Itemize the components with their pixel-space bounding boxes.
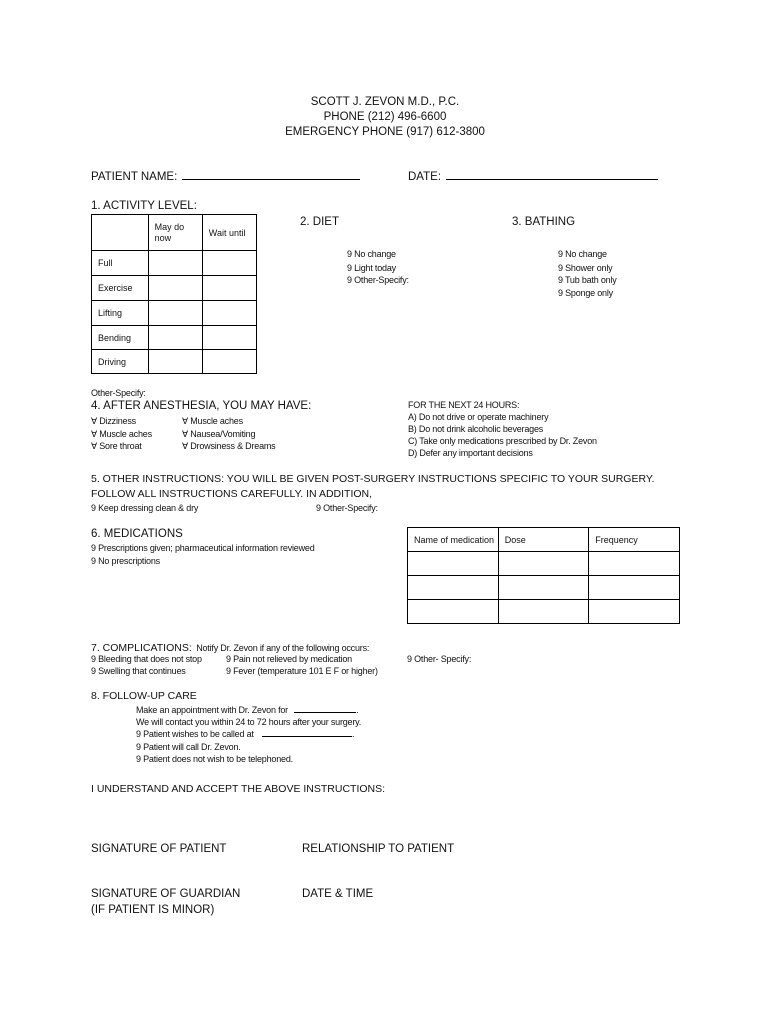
med-cell[interactable] [589, 600, 680, 624]
signature-guardian-label: SIGNATURE OF GUARDIAN [91, 888, 241, 900]
complications-intro: Notify Dr. Zevon if any of the following occurs: [196, 643, 370, 653]
bathing-title: 3. BATHING [512, 216, 576, 228]
diet-other[interactable]: 9 Other-Specify: [347, 275, 409, 285]
date-line[interactable] [446, 179, 658, 180]
followup-call-at[interactable]: 9 Patient wishes to be called at . [136, 729, 355, 739]
med-col-dose: Dose [498, 528, 589, 552]
medications-table [407, 527, 680, 624]
activity-row-exercise: Exercise [92, 276, 149, 301]
med-cell[interactable] [498, 600, 589, 624]
med-cell[interactable] [498, 552, 589, 576]
date-time-label: DATE & TIME [302, 888, 374, 900]
patient-name-line[interactable] [182, 179, 360, 180]
med-cell[interactable] [498, 576, 589, 600]
activity-row-bending: Bending [92, 326, 149, 350]
no-prescriptions-option[interactable]: 9 No prescriptions [91, 556, 160, 566]
complication-option[interactable]: 9 Bleeding that does not stop [91, 654, 202, 664]
activity-cell[interactable] [202, 301, 256, 326]
activity-header-blank [92, 215, 149, 251]
activity-cell[interactable] [202, 326, 256, 350]
diet-light[interactable]: 9 Light today [347, 263, 396, 273]
other-instructions-line1: 5. OTHER INSTRUCTIONS: YOU WILL BE GIVEN POST-SURGERY INSTRUCTIONS SPECIFIC TO YOUR SURGERY. [91, 473, 655, 485]
activity-cell[interactable] [202, 276, 256, 301]
patient-name-field[interactable] [91, 171, 360, 183]
activity-other: Other-Specify: [91, 388, 146, 398]
next24-item: D) Defer any important decisions [408, 448, 533, 458]
followup-contact: We will contact you within 24 to 72 hours after your surgery. [136, 717, 362, 727]
keep-dressing-option[interactable]: 9 Keep dressing clean & dry [91, 503, 199, 513]
bathing-shower[interactable]: 9 Shower only [558, 263, 613, 273]
activity-cell[interactable] [148, 301, 202, 326]
activity-cell[interactable] [202, 350, 256, 374]
col-may-do: May do now [148, 215, 202, 251]
anesthesia-item: ∀ Dizziness [91, 416, 136, 426]
emergency-phone: EMERGENCY PHONE (917) 612-3800 [285, 126, 485, 138]
call-at-line[interactable] [262, 736, 352, 737]
practice-name: SCOTT J. ZEVON M.D., P.C. [310, 96, 460, 108]
activity-cell[interactable] [148, 276, 202, 301]
followup-appointment-text: Make an appointment with Dr. Zevon for [136, 705, 288, 715]
next24-item: C) Take only medications prescribed by Dr. Zevon [408, 436, 597, 446]
followup-no-phone[interactable]: 9 Patient does not wish to be telephoned. [136, 754, 293, 764]
med-cell[interactable] [408, 552, 499, 576]
activity-cell[interactable] [202, 251, 256, 276]
med-cell[interactable] [589, 552, 680, 576]
activity-cell[interactable] [148, 251, 202, 276]
appointment-line[interactable] [294, 712, 356, 713]
anesthesia-item: ∀ Nausea/Vomiting [182, 429, 256, 439]
followup-call-at-text: 9 Patient wishes to be called at [136, 729, 254, 739]
bathing-sponge[interactable]: 9 Sponge only [558, 288, 613, 298]
followup-will-call[interactable]: 9 Patient will call Dr. Zevon. [136, 742, 241, 752]
other-instructions-line2: FOLLOW ALL INSTRUCTIONS CAREFULLY. IN ADDITION, [91, 488, 373, 500]
guardian-note: (IF PATIENT IS MINOR) [91, 904, 215, 916]
med-cell[interactable] [408, 600, 499, 624]
anesthesia-item: ∀ Muscle aches [182, 416, 243, 426]
diet-no-change[interactable]: 9 No change [347, 249, 396, 259]
activity-row-lifting: Lifting [92, 301, 149, 326]
relationship-label: RELATIONSHIP TO PATIENT [302, 843, 455, 855]
patient-name-label: PATIENT NAME: [91, 171, 178, 183]
complication-option[interactable]: 9 Pain not relieved by medication [226, 654, 352, 664]
complication-option[interactable]: 9 Other- Specify: [407, 654, 472, 664]
anesthesia-item: ∀ Drowsiness & Dreams [182, 441, 276, 451]
next24-title: FOR THE NEXT 24 HOURS: [408, 400, 520, 410]
medications-title: 6. MEDICATIONS [91, 528, 183, 540]
activity-row-driving: Driving [92, 350, 149, 374]
next24-item: B) Do not drink alcoholic beverages [408, 424, 544, 434]
prescriptions-given-option[interactable]: 9 Prescriptions given; pharmaceutical information reviewed [91, 543, 315, 553]
col-wait-until: Wait until [202, 215, 256, 251]
signature-patient-label: SIGNATURE OF PATIENT [91, 843, 227, 855]
complication-option[interactable]: 9 Fever (temperature 101 E F or higher) [226, 666, 378, 676]
date-label: DATE: [408, 171, 442, 183]
bathing-tub[interactable]: 9 Tub bath only [558, 275, 617, 285]
anesthesia-item: ∀ Sore throat [91, 441, 142, 451]
anesthesia-title: 4. AFTER ANESTHESIA, YOU MAY HAVE: [91, 400, 312, 412]
activity-cell[interactable] [148, 350, 202, 374]
activity-row-full: Full [92, 251, 149, 276]
med-col-name: Name of medication [408, 528, 499, 552]
med-cell[interactable] [408, 576, 499, 600]
bathing-no-change[interactable]: 9 No change [558, 249, 607, 259]
followup-appointment: Make an appointment with Dr. Zevon for . [136, 705, 359, 715]
diet-title: 2. DIET [300, 216, 339, 228]
practice-phone: PHONE (212) 496-6600 [323, 111, 447, 123]
med-col-frequency: Frequency [589, 528, 680, 552]
understand-statement: I UNDERSTAND AND ACCEPT THE ABOVE INSTRUCTIONS: [91, 783, 386, 795]
activity-table [91, 214, 257, 374]
date-field[interactable] [408, 171, 658, 183]
next24-item: A) Do not drive or operate machinery [408, 412, 549, 422]
complications-title: 7. COMPLICATIONS: [91, 642, 192, 654]
med-cell[interactable] [589, 576, 680, 600]
activity-cell[interactable] [148, 326, 202, 350]
followup-title: 8. FOLLOW-UP CARE [91, 690, 197, 702]
anesthesia-item: ∀ Muscle aches [91, 429, 152, 439]
other-specify-option[interactable]: 9 Other-Specify: [316, 503, 378, 513]
activity-title: 1. ACTIVITY LEVEL: [91, 200, 197, 212]
complication-option[interactable]: 9 Swelling that continues [91, 666, 186, 676]
